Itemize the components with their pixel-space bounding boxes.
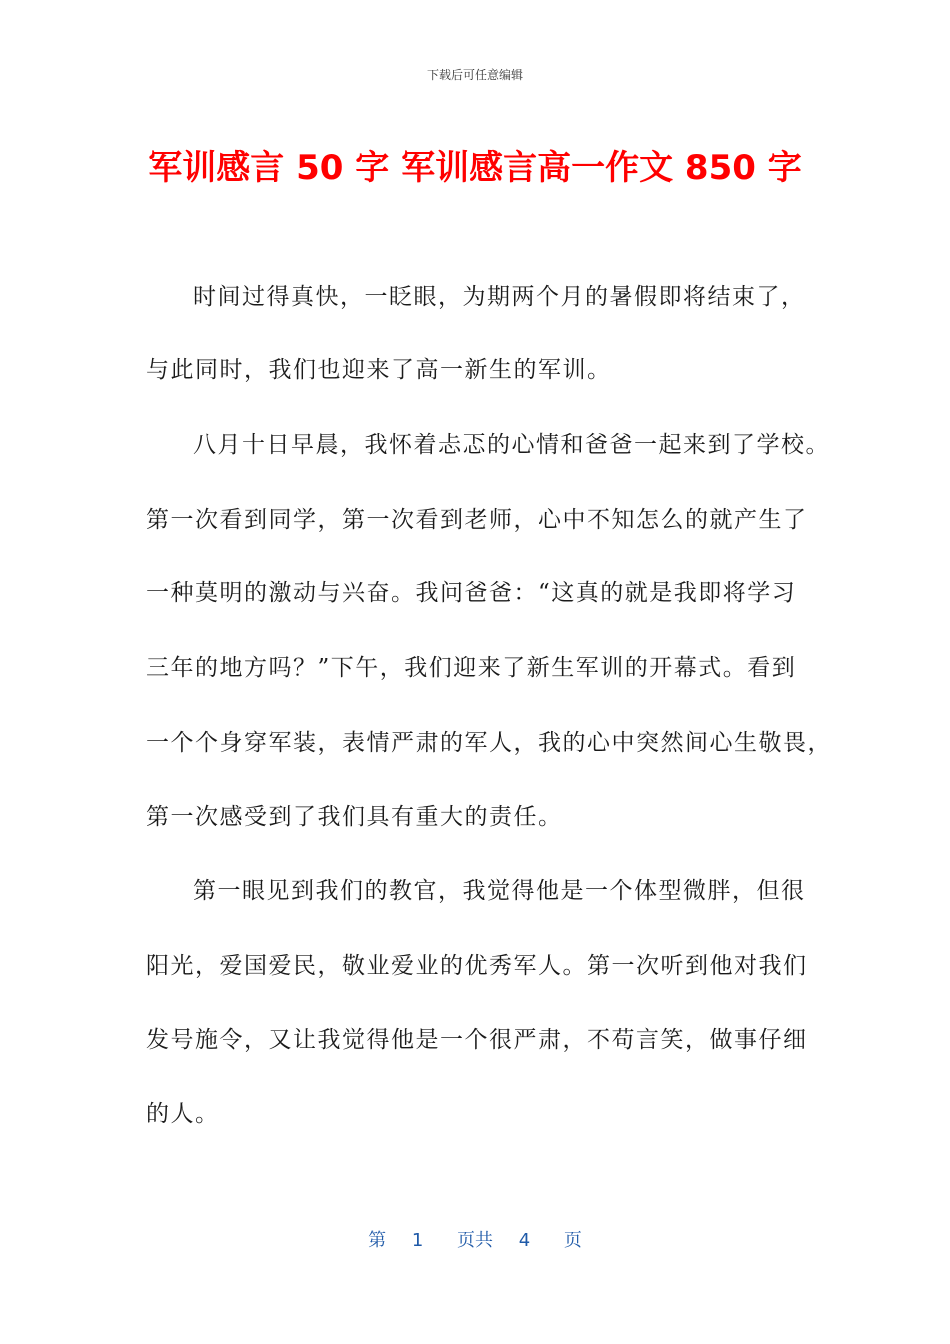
- body-line: 第一次看到同学，第一次看到老师，心中不知怎么的就产生了: [146, 507, 808, 533]
- header-note: 下载后可任意编辑: [426, 68, 523, 82]
- document-title: 军训感言 50 字 军训感言高一作文 850 字: [148, 148, 802, 188]
- page-footer: [0, 1226, 950, 1252]
- page-middle: 页共: [457, 1230, 493, 1251]
- body-line: 发号施令，又让我觉得他是一个很严肃，不苟言笑，做事仔细: [146, 1027, 808, 1053]
- body-line: 第一眼见到我们的教官，我觉得他是一个体型微胖，但很: [193, 878, 806, 904]
- body-line: 的人。: [146, 1101, 220, 1127]
- page-number: 1: [411, 1230, 424, 1251]
- page-prefix: 第: [368, 1230, 387, 1251]
- body-line: 三年的地方吗？”下午，我们迎来了新生军训的开幕式。看到: [146, 655, 797, 681]
- body-line: 阳光，爱国爱民，敬业爱业的优秀军人。第一次听到他对我们: [146, 953, 808, 979]
- body-line: 时间过得真快，一眨眼，为期两个月的暑假即将结束了，: [193, 284, 806, 310]
- body-line: 与此同时，我们也迎来了高一新生的军训。: [146, 357, 612, 383]
- body-line: 八月十日早晨，我怀着忐忑的心情和爸爸一起来到了学校。: [193, 432, 830, 458]
- total-pages: 4: [518, 1230, 531, 1251]
- body-line: 第一次感受到了我们具有重大的责任。: [146, 804, 563, 830]
- body-line: 一个个身穿军装，表情严肃的军人，我的心中突然间心生敬畏，: [146, 730, 832, 756]
- page-suffix: 页: [563, 1230, 582, 1251]
- body-line: 一种莫明的激动与兴奋。我问爸爸：“这真的就是我即将学习: [146, 580, 797, 606]
